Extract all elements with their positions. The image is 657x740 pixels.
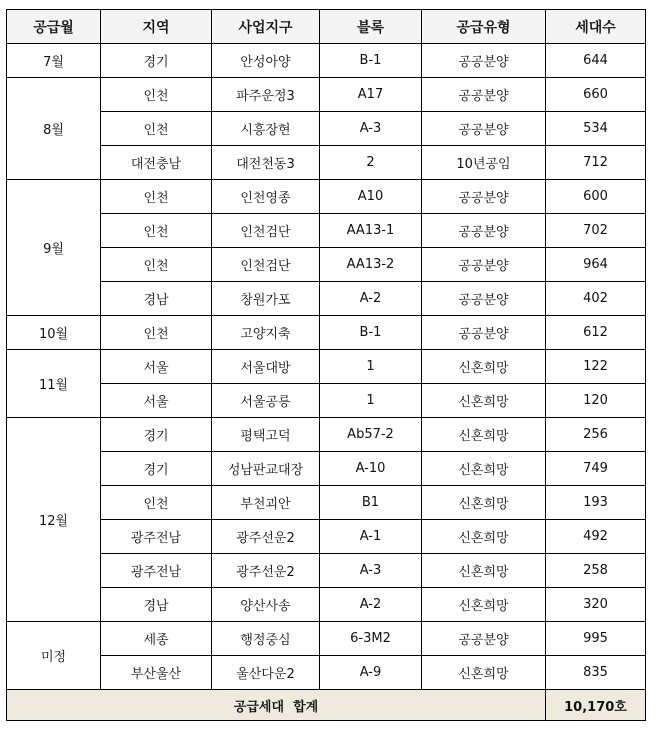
region-cell: 경기 [101,44,212,78]
table-row [7,248,646,282]
total-value: 10,170호 [546,690,646,721]
block-cell: A-1 [320,520,422,554]
district-cell: 창원가포 [212,282,320,316]
households-cell: 122 [546,350,646,384]
table-row [7,520,646,554]
header-region: 지역 [101,10,212,44]
supply-type-cell: 공공분양 [422,316,546,350]
supply-type-cell: 공공분양 [422,78,546,112]
block-cell: 2 [320,146,422,180]
households-cell: 320 [546,588,646,622]
supply-type-cell: 공공분양 [422,248,546,282]
header-month: 공급월 [7,10,101,44]
total-row [7,690,646,721]
region-cell: 경기 [101,452,212,486]
region-cell: 광주전남 [101,554,212,588]
table-row [7,622,646,656]
block-cell: A-2 [320,282,422,316]
block-cell: B-1 [320,44,422,78]
block-cell: A10 [320,180,422,214]
district-cell: 대전천동3 [212,146,320,180]
region-cell: 경기 [101,418,212,452]
block-cell: 1 [320,350,422,384]
supply-type-cell: 신혼희망 [422,384,546,418]
header-row [7,10,646,44]
district-cell: 울산다운2 [212,656,320,690]
table-row [7,486,646,520]
district-cell: 서울대방 [212,350,320,384]
month-cell: 11월 [7,350,101,418]
region-cell: 인천 [101,486,212,520]
supply-type-cell: 신혼희망 [422,520,546,554]
block-cell: AA13-2 [320,248,422,282]
district-cell: 인천영종 [212,180,320,214]
region-cell: 세종 [101,622,212,656]
district-cell: 고양지축 [212,316,320,350]
table-row [7,282,646,316]
header-block: 블록 [320,10,422,44]
month-cell: 10월 [7,316,101,350]
households-cell: 120 [546,384,646,418]
region-cell: 인천 [101,180,212,214]
region-cell: 경남 [101,588,212,622]
supply-type-cell: 공공분양 [422,180,546,214]
table-body [7,44,646,690]
district-cell: 광주선운2 [212,554,320,588]
region-cell: 대전충남 [101,146,212,180]
supply-type-cell: 공공분양 [422,214,546,248]
block-cell: A-9 [320,656,422,690]
block-cell: A-3 [320,112,422,146]
block-cell: A-3 [320,554,422,588]
supply-type-cell: 신혼희망 [422,588,546,622]
header-households: 세대수 [546,10,646,44]
district-cell: 인천검단 [212,248,320,282]
supply-type-cell: 신혼희망 [422,418,546,452]
table-row [7,554,646,588]
region-cell: 인천 [101,214,212,248]
month-cell: 8월 [7,78,101,180]
table-row [7,214,646,248]
district-cell: 안성아양 [212,44,320,78]
block-cell: 6-3M2 [320,622,422,656]
supply-type-cell: 공공분양 [422,282,546,316]
month-cell: 9월 [7,180,101,316]
households-cell: 644 [546,44,646,78]
block-cell: Ab57-2 [320,418,422,452]
header-supply-type: 공급유형 [422,10,546,44]
households-cell: 492 [546,520,646,554]
table-row [7,452,646,486]
table-row [7,350,646,384]
total-label: 공급세대 합계 [7,690,546,721]
supply-type-cell: 신혼희망 [422,350,546,384]
table-row [7,384,646,418]
block-cell: B-1 [320,316,422,350]
households-cell: 256 [546,418,646,452]
table-row [7,656,646,690]
supply-type-cell: 10년공임 [422,146,546,180]
table-row [7,180,646,214]
households-cell: 612 [546,316,646,350]
households-cell: 534 [546,112,646,146]
households-cell: 995 [546,622,646,656]
district-cell: 시흥장현 [212,112,320,146]
region-cell: 인천 [101,248,212,282]
district-cell: 행정중심 [212,622,320,656]
region-cell: 인천 [101,316,212,350]
households-cell: 660 [546,78,646,112]
households-cell: 258 [546,554,646,588]
table-row [7,418,646,452]
households-cell: 193 [546,486,646,520]
households-cell: 600 [546,180,646,214]
block-cell: A17 [320,78,422,112]
district-cell: 서울공릉 [212,384,320,418]
households-cell: 702 [546,214,646,248]
region-cell: 부산울산 [101,656,212,690]
table-row [7,588,646,622]
region-cell: 서울 [101,350,212,384]
region-cell: 경남 [101,282,212,316]
region-cell: 서울 [101,384,212,418]
month-cell: 미정 [7,622,101,690]
district-cell: 평택고덕 [212,418,320,452]
district-cell: 광주선운2 [212,520,320,554]
district-cell: 인천검단 [212,214,320,248]
supply-type-cell: 공공분양 [422,112,546,146]
month-cell: 7월 [7,44,101,78]
region-cell: 광주전남 [101,520,212,554]
households-cell: 835 [546,656,646,690]
district-cell: 양산사송 [212,588,320,622]
households-cell: 712 [546,146,646,180]
block-cell: A-2 [320,588,422,622]
supply-type-cell: 신혼희망 [422,554,546,588]
district-cell: 성남판교대장 [212,452,320,486]
block-cell: B1 [320,486,422,520]
district-cell: 부천괴안 [212,486,320,520]
supply-type-cell: 신혼희망 [422,656,546,690]
supply-type-cell: 신혼희망 [422,486,546,520]
supply-type-cell: 공공분양 [422,44,546,78]
block-cell: 1 [320,384,422,418]
table-row [7,44,646,78]
table-row [7,146,646,180]
table-row [7,112,646,146]
header-district: 사업지구 [212,10,320,44]
block-cell: A-10 [320,452,422,486]
households-cell: 964 [546,248,646,282]
households-cell: 402 [546,282,646,316]
housing-supply-table [6,9,646,721]
month-cell: 12월 [7,418,101,622]
district-cell: 파주운정3 [212,78,320,112]
supply-type-cell: 공공분양 [422,622,546,656]
region-cell: 인천 [101,78,212,112]
block-cell: AA13-1 [320,214,422,248]
table-row [7,78,646,112]
supply-type-cell: 신혼희망 [422,452,546,486]
households-cell: 749 [546,452,646,486]
region-cell: 인천 [101,112,212,146]
table-row [7,316,646,350]
